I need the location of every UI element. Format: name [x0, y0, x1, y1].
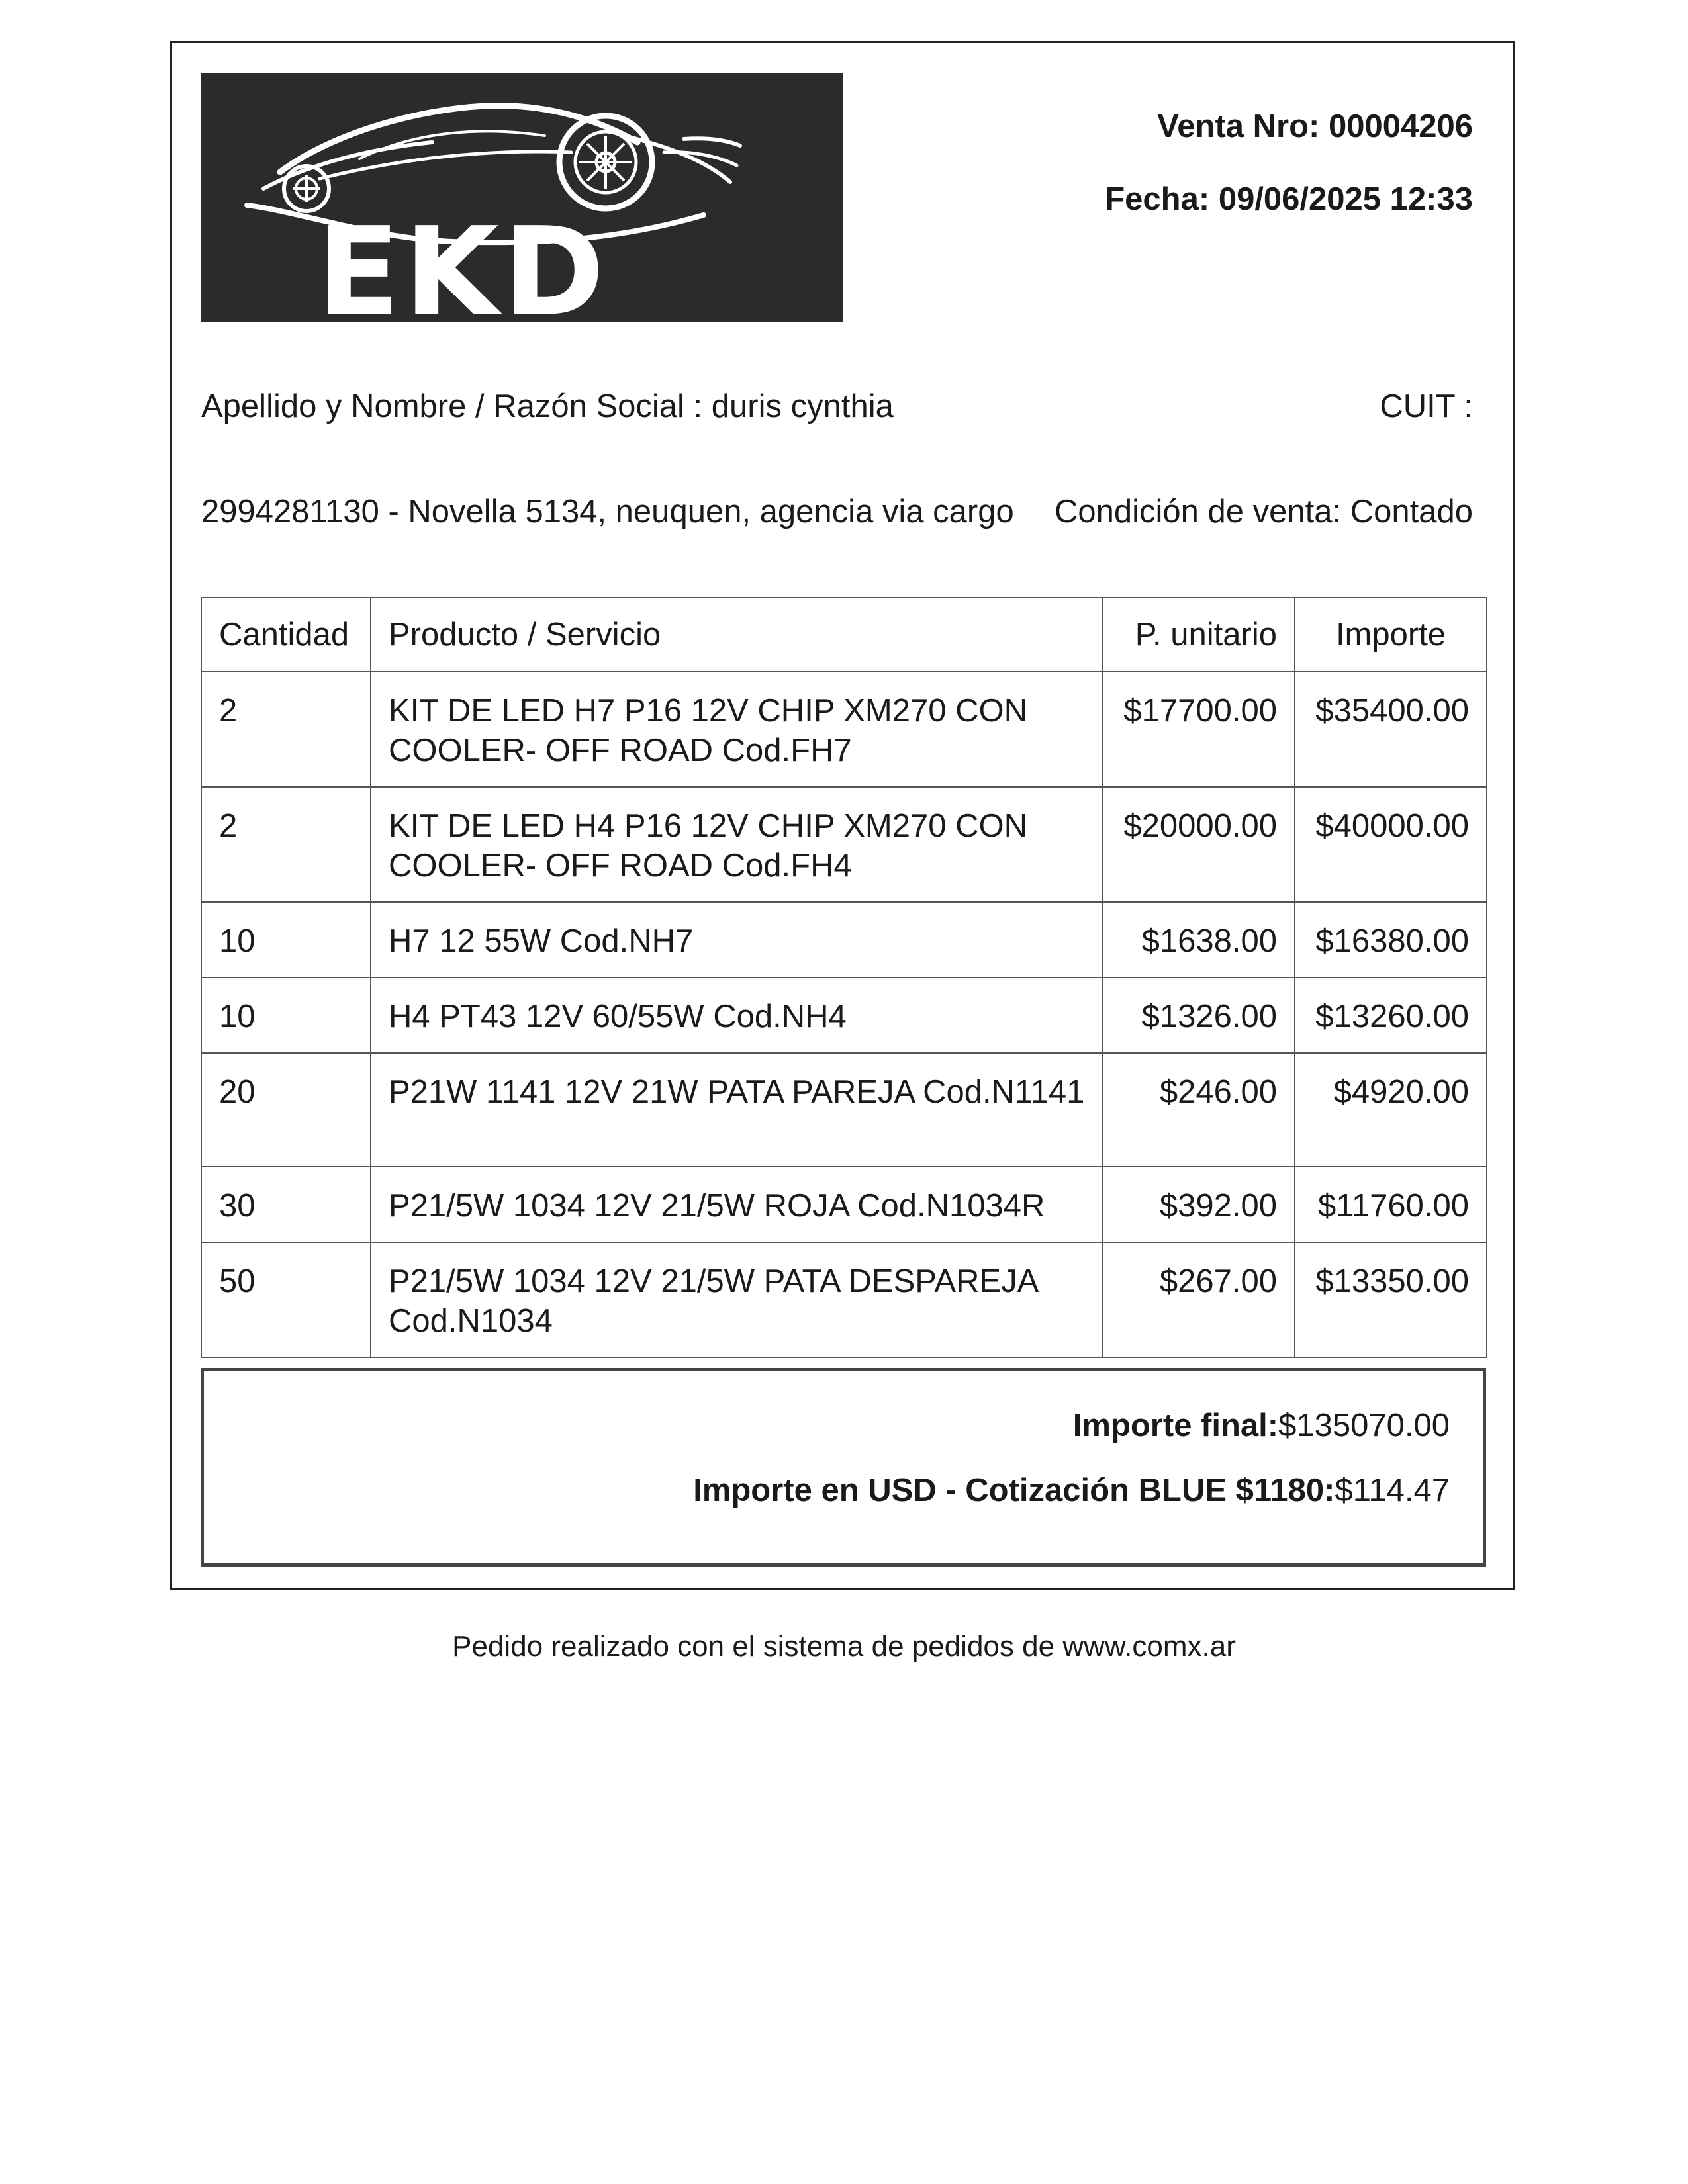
usd-amount-label: Importe en USD - Cotización BLUE $1180:: [693, 1473, 1335, 1508]
cell-product: KIT DE LED H7 P16 12V CHIP XM270 CON COOLER- OFF ROAD Cod.FH7: [371, 672, 1103, 787]
sale-date: [1105, 181, 1473, 218]
cell-unit-price: $17700.00: [1103, 672, 1295, 787]
header-amount: Importe: [1295, 598, 1487, 672]
customer-address: 2994281130 - Novella 5134, neuquen, agencia via cargo: [201, 494, 1014, 529]
logo-text: EKD: [316, 201, 609, 322]
cell-quantity: 50: [201, 1242, 371, 1357]
cell-quantity: 20: [201, 1053, 371, 1167]
table-row: [201, 1242, 1487, 1357]
table-header-row: [201, 598, 1487, 672]
company-logo: [201, 73, 843, 322]
cell-amount: $13260.00: [1295, 978, 1487, 1053]
cell-product: P21/5W 1034 12V 21/5W PATA DESPAREJA Cod.N1034: [371, 1242, 1103, 1357]
cell-unit-price: $1638.00: [1103, 902, 1295, 978]
customer-cuit: [1380, 388, 1473, 425]
table-row: [201, 672, 1487, 787]
cell-product: H7 12 55W Cod.NH7: [371, 902, 1103, 978]
cell-quantity: 10: [201, 902, 371, 978]
sports-car-logo-icon: [201, 73, 843, 322]
customer-name: [201, 388, 894, 425]
final-amount-line: [1073, 1407, 1450, 1444]
footer-note: Pedido realizado con el sistema de pedidos de www.comx.ar: [452, 1630, 1236, 1662]
cell-product: P21W 1141 12V 21W PATA PAREJA Cod.N1141: [371, 1053, 1103, 1167]
cell-product: P21/5W 1034 12V 21/5W ROJA Cod.N1034R: [371, 1167, 1103, 1242]
table-row: [201, 978, 1487, 1053]
customer-name-label: Apellido y Nombre / Razón Social :: [201, 388, 703, 424]
cell-amount: $16380.00: [1295, 902, 1487, 978]
sale-number-label: Venta Nro:: [1157, 109, 1320, 144]
totals-box: [201, 1368, 1486, 1567]
sale-number: [1157, 108, 1473, 145]
header-unit-price: P. unitario: [1103, 598, 1295, 672]
usd-amount-value: $114.47: [1335, 1473, 1450, 1508]
condition-label: Condición de venta:: [1054, 494, 1342, 529]
cell-quantity: 10: [201, 978, 371, 1053]
cell-quantity: 2: [201, 787, 371, 902]
cell-quantity: 2: [201, 672, 371, 787]
table-row: [201, 1053, 1487, 1167]
table-row: [201, 1167, 1487, 1242]
sale-date-label: Fecha:: [1105, 181, 1210, 217]
cell-unit-price: $20000.00: [1103, 787, 1295, 902]
table-row: [201, 787, 1487, 902]
cell-amount: $40000.00: [1295, 787, 1487, 902]
final-amount-label: Importe final:: [1072, 1408, 1279, 1443]
cell-quantity: 30: [201, 1167, 371, 1242]
condition-value: Contado: [1350, 494, 1473, 529]
usd-amount-line: [693, 1472, 1450, 1509]
final-amount-value: $135070.00: [1278, 1408, 1450, 1443]
customer-name-value: duris cynthia: [711, 388, 894, 424]
header-product: Producto / Servicio: [371, 598, 1103, 672]
cell-unit-price: $246.00: [1103, 1053, 1295, 1167]
table-row: [201, 902, 1487, 978]
cell-unit-price: $1326.00: [1103, 978, 1295, 1053]
cuit-label: CUIT :: [1380, 388, 1473, 424]
items-table: [201, 597, 1487, 1358]
cell-amount: $35400.00: [1295, 672, 1487, 787]
sale-number-value: 00004206: [1328, 109, 1473, 144]
sale-condition: [1055, 493, 1473, 530]
cell-product: H4 PT43 12V 60/55W Cod.NH4: [371, 978, 1103, 1053]
cell-amount: $13350.00: [1295, 1242, 1487, 1357]
cell-amount: $11760.00: [1295, 1167, 1487, 1242]
sale-date-value: 09/06/2025 12:33: [1218, 181, 1473, 217]
cell-unit-price: $267.00: [1103, 1242, 1295, 1357]
cell-product: KIT DE LED H4 P16 12V CHIP XM270 CON COOLER- OFF ROAD Cod.FH4: [371, 787, 1103, 902]
cell-amount: $4920.00: [1295, 1053, 1487, 1167]
header-quantity: Cantidad: [201, 598, 371, 672]
cell-unit-price: $392.00: [1103, 1167, 1295, 1242]
